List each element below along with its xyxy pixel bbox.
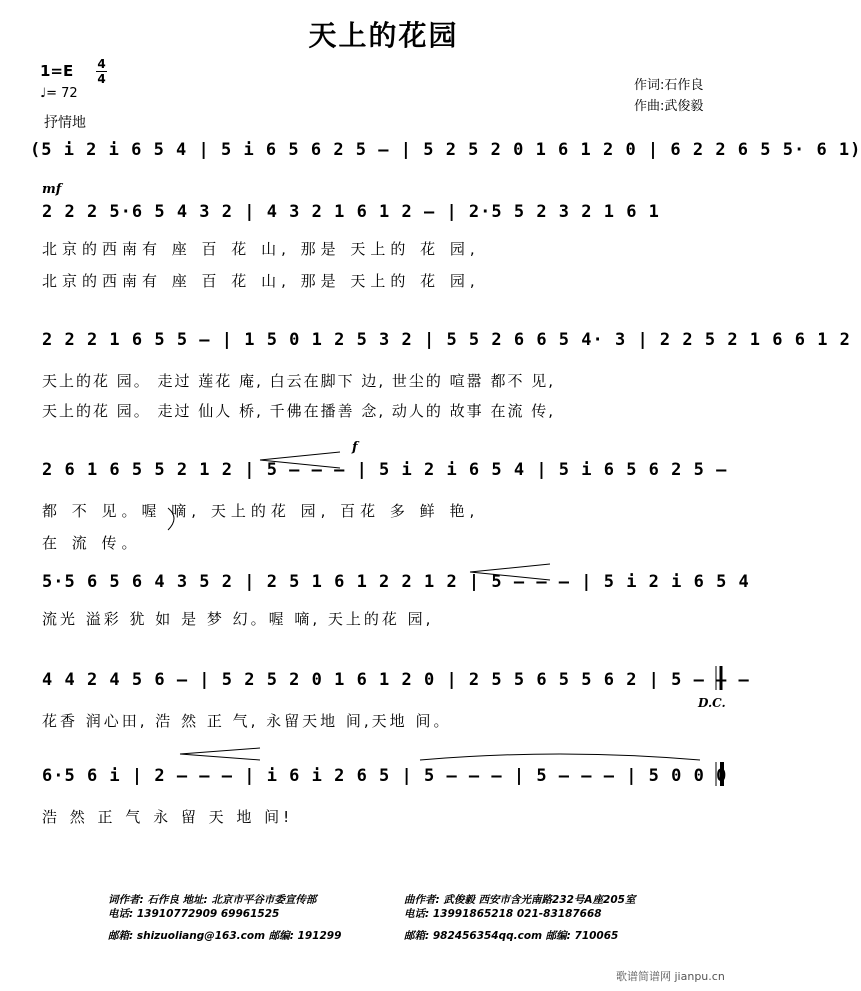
footer-left-line-2: 电话: 13910772909 69961525 <box>108 908 280 920</box>
system-4-lyric-verse-2: 在 流 传。 <box>42 534 142 552</box>
tie-arc <box>420 754 700 760</box>
system-1-notes: (5 i 2 i 6 5 4 | 5 i 6 5 6 2 5 – | 5 2 5 2 0 1 6 1 2 0 | 6 2 2 6 5 5· 6 1) <box>30 140 861 160</box>
system-6-notes: 4 4 2 4 5 6 – | 5 2 5 2 0 1 6 1 2 0 | 2 5 5 6 5 5 6 2 | 5 – – – <box>42 670 750 690</box>
expression-mark: 抒情地 <box>44 115 86 131</box>
system-4-lyric-verse-1: 都 不 见。喔 嘀, 天上的花 园, 百花 多 鲜 艳, <box>42 502 480 520</box>
time-sig-top: 4 <box>97 57 106 71</box>
system-5-notes: 5·5 6 5 6 4 3 5 2 | 2 5 1 6 1 2 2 1 2 | 5 – – – | 5 i 2 i 6 5 4 <box>42 572 750 592</box>
dynamic-mf: mf <box>42 182 62 197</box>
system-3-notes: 2 2 2 1 6 5 5 – | 1 5 0 1 2 5 3 2 | 5 5 2 6 6 5 4· 3 | 2 2 5 2 1 6 6 1 2 <box>42 330 851 350</box>
crescendo-hairpin-1 <box>260 452 340 468</box>
verse-brace <box>168 508 174 530</box>
system-7-notes: 6·5 6 i | 2 – – – | i 6 i 2 6 5 | 5 – – – | 5 – – – | 5 0 0 0 <box>42 766 728 786</box>
system-7-lyric: 浩 然 正 气 永 留 天 地 间! <box>42 808 294 826</box>
system-2-lyric-verse-1: 北京的西南有 座 百 花 山, 那是 天上的 花 园, <box>42 240 480 258</box>
composer-credit: 作曲:武俊毅 <box>634 99 704 114</box>
dynamic-f: f <box>352 440 358 455</box>
system-2-lyric-verse-2: 北京的西南有 座 百 花 山, 那是 天上的 花 园, <box>42 272 480 290</box>
watermark: 歌谱简谱网 jianpu.cn <box>616 970 725 983</box>
footer-left-line-3: 邮箱: shizuoliang@163.com 邮编: 191299 <box>108 930 342 942</box>
system-5-lyric: 流光 溢彩 犹 如 是 梦 幻。喔 嘀, 天上的花 园, <box>42 610 434 628</box>
crescendo-hairpin-2 <box>470 564 550 580</box>
footer-right-line-2: 电话: 13991865218 021-83187668 <box>404 908 602 920</box>
key-signature: 1=E <box>40 62 74 80</box>
system-6-lyric: 花香 润心田, 浩 然 正 气, 永留天地 间,天地 间。 <box>42 712 452 730</box>
tempo-mark: ♩= 72 <box>40 86 78 101</box>
system-3-lyric-verse-1: 天上的花 园。 走过 莲花 庵, 白云在脚下 边, 世尘的 喧嚣 都不 见, <box>42 372 555 390</box>
system-2-notes: 2 2 2 5·6 5 4 3 2 | 4 3 2 1 6 1 2 – | 2·5 5 2 3 2 1 6 1 <box>42 202 660 222</box>
crescendo-hairpin-3 <box>180 748 260 760</box>
lyricist-credit: 作词:石作良 <box>634 78 704 93</box>
footer-right-line-1: 曲作者: 武俊毅 西安市含光南路232号A座205室 <box>404 894 636 906</box>
system-3-lyric-verse-2: 天上的花 园。 走过 仙人 桥, 千佛在播善 念, 动人的 故事 在流 传, <box>42 402 555 420</box>
time-sig-bottom: 4 <box>97 72 106 86</box>
system-4-notes: 2 6 1 6 5 5 2 1 2 | 5 – – – | 5 i 2 i 6 5 4 | 5 i 6 5 6 2 5 – <box>42 460 728 480</box>
song-title: 天上的花园 <box>308 19 459 52</box>
footer-right-line-3: 邮箱: 982456354qq.com 邮编: 710065 <box>404 930 619 942</box>
da-capo-mark: D.C. <box>698 696 726 710</box>
footer-left-line-1: 词作者: 石作良 地址: 北京市平谷市委宣传部 <box>108 894 317 906</box>
